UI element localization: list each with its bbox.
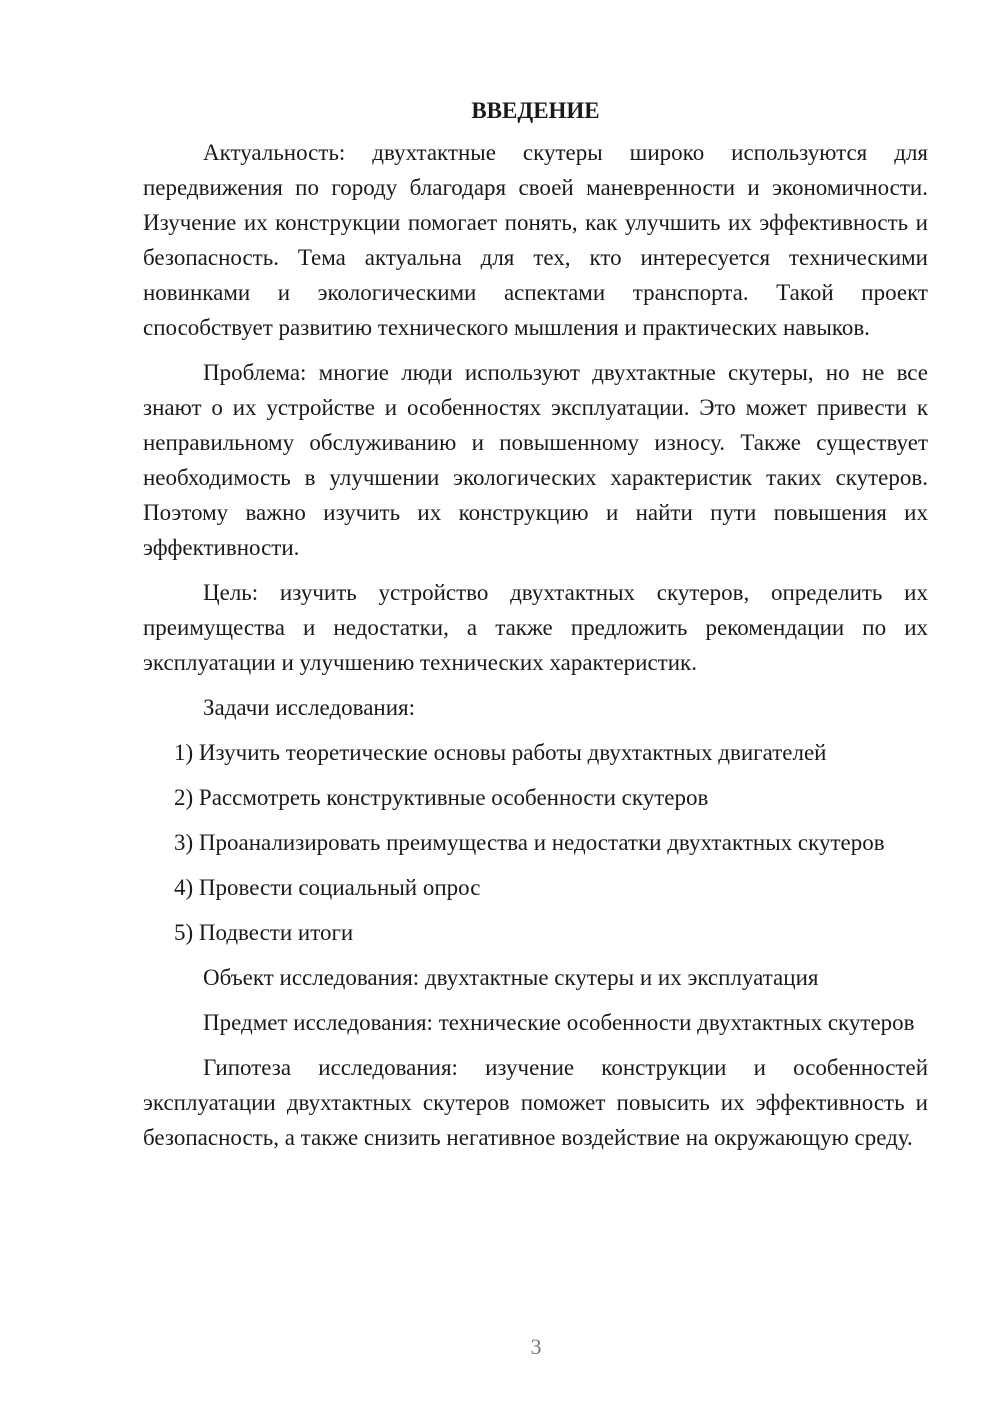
paragraph-object: Объект исследования: двухтактные скутеры и их эксплуатация (203, 965, 819, 990)
task-item-2: 2) Рассмотреть конструктивные особенности скутеров (174, 785, 709, 810)
page-title: ВВЕДЕНИЕ (471, 98, 600, 123)
task-item-3: 3) Проанализировать преимущества и недостатки двухтактных скутеров (174, 830, 885, 855)
paragraph-problem: Проблема: многие люди используют двухтактные скутеры, но не все знают о их устройстве и особенностях эксплуатации. Это может привести к неправильному обслуживанию и повышенному износу. Также существует необходимость в улучшении экологических характеристик таких скутеров. Поэтому важно изучить их конструкцию и найти пути повышения их эффективности. (143, 360, 928, 560)
paragraph-goal: Цель: изучить устройство двухтактных скутеров, определить их преимущества и недостатки, а также предложить рекомендации по их эксплуатации и улучшению технических характеристик. (143, 580, 928, 675)
paragraph-relevance: Актуальность: двухтактные скутеры широко используются для передвижения по городу благодаря своей маневренности и экономичности. Изучение их конструкции помогает понять, как улучшить их эффективность и безопасность. Тема актуальна для тех, кто интересуется техническими новинками и экологическими аспектами транспорта. Такой проект способствует развитию технического мышления и практических навыков. (143, 140, 928, 340)
paragraph-subject: Предмет исследования: технические особенности двухтактных скутеров (203, 1010, 915, 1035)
task-item-4: 4) Провести социальный опрос (174, 875, 481, 900)
task-item-5: 5) Подвести итоги (174, 920, 354, 945)
tasks-heading: Задачи исследования: (203, 695, 416, 720)
page-number: 3 (530, 1334, 542, 1359)
paragraph-hypothesis: Гипотеза исследования: изучение конструкции и особенностей эксплуатации двухтактных скутеров поможет повысить их эффективность и безопасность, а также снизить негативное воздействие на окружающую среду. (143, 1055, 928, 1150)
task-item-1: 1) Изучить теоретические основы работы двухтактных двигателей (174, 740, 827, 765)
page-content (143, 93, 928, 1165)
